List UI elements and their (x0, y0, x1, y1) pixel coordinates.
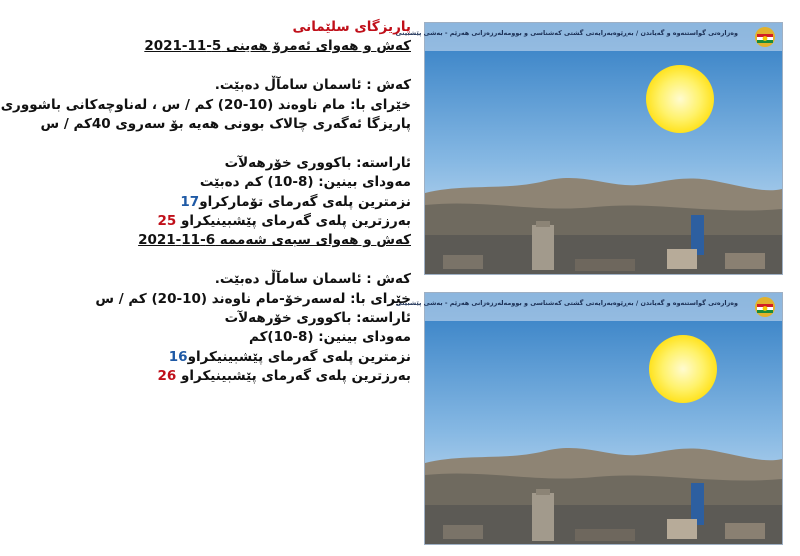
spacer (8, 57, 411, 76)
ministry-banner (395, 293, 782, 321)
building (575, 529, 635, 541)
sun-icon (646, 65, 714, 133)
building (443, 525, 483, 539)
day1-max-temp (8, 212, 411, 231)
min-temp-value: 17 (180, 193, 200, 210)
day1-direction: ئاراستە: باکووری خۆرهەلآت (224, 154, 411, 171)
max-temp-value: 26 (157, 368, 177, 385)
building (667, 249, 697, 269)
banner-text: وەزارەتی گواستنەوە و گەیاندن / بەڕێوەبەرایەتی گشتی کەشناسی و بوومەلەرزەزانی هەرێم - بەشی پێشبینی (395, 299, 738, 307)
forecast-text (0, 18, 411, 387)
building (443, 255, 483, 269)
building (725, 253, 765, 269)
tower-top (536, 221, 550, 227)
kurdistan-emblem-icon (754, 25, 776, 49)
building (725, 523, 765, 539)
banner-text: وەزارەتی گواستنەوە و گەیاندن / بەڕێوەبەرایەتی گشتی کەشناسی و بوومەلەرزەزانی هەرێم - بەشی پێشبینی (395, 29, 738, 37)
min-temp-label: نزمترین پلەی گەرمای تۆمارکراو (199, 193, 411, 210)
tower-top (536, 489, 550, 495)
building (667, 519, 697, 539)
min-temp-label: نزمترین پلەی گەرمای پێشبینیکراو (187, 348, 411, 365)
day2-max-temp (8, 367, 411, 386)
day2-wind: خێرای با: لەسەرخۆ-مام ناوەند (10-20) کم / س (95, 290, 411, 307)
day1-min-temp (8, 193, 411, 212)
day1-wind-line2: پاریزگا ئەگەری چالاک بوونی هەیە بۆ سەروی 40کم / س (40, 116, 411, 133)
day1-wind-line1: خێرای با: مام ناوەند (10-20) کم / س ، لەناوچەکانی باشووری (0, 96, 411, 113)
day2-direction: ئاراستە: باکووری خۆرهەلآت (224, 310, 411, 327)
glass-tower (691, 483, 704, 525)
day2-visibility: مەودای بینین: (8-10)کم (248, 329, 411, 346)
day1-date: کەش و هەوای ئەمرۆ هەینی 5-11-2021 (144, 38, 411, 55)
sky-city-illustration (395, 293, 782, 544)
day1-weather: کەش : ئاسمان سامآڵ دەبێت. (214, 77, 411, 94)
day2-date: کەش و هەوای سبەی شەممە 6-11-2021 (138, 232, 411, 249)
tower-building (532, 225, 554, 270)
tower-building (532, 493, 554, 541)
max-temp-label: بەرزترین پلەی گەرمای پێشبینیکراو (181, 213, 411, 230)
building (575, 259, 635, 271)
sky-city-illustration (395, 23, 782, 274)
forecast-image-tomorrow (395, 292, 783, 545)
forecast-image-today (395, 22, 783, 275)
min-temp-value: 16 (168, 348, 188, 365)
spacer (8, 251, 411, 270)
region-title: پاریزگای سلێمانی (292, 19, 411, 35)
day1-visibility: مەودای بینین: (8-10) کم دەبێت (199, 174, 411, 191)
max-temp-value: 25 (157, 213, 177, 230)
sun-icon (649, 335, 717, 403)
kurdistan-emblem-icon (754, 295, 776, 319)
day2-min-temp (8, 348, 411, 367)
spacer (8, 134, 411, 153)
day2-weather: کەش : ئاسمان سامآڵ دەبێت. (214, 271, 411, 288)
max-temp-label: بەرزترین پلەی گەرمای پێشبینیکراو (181, 368, 411, 385)
ministry-banner (395, 23, 782, 51)
